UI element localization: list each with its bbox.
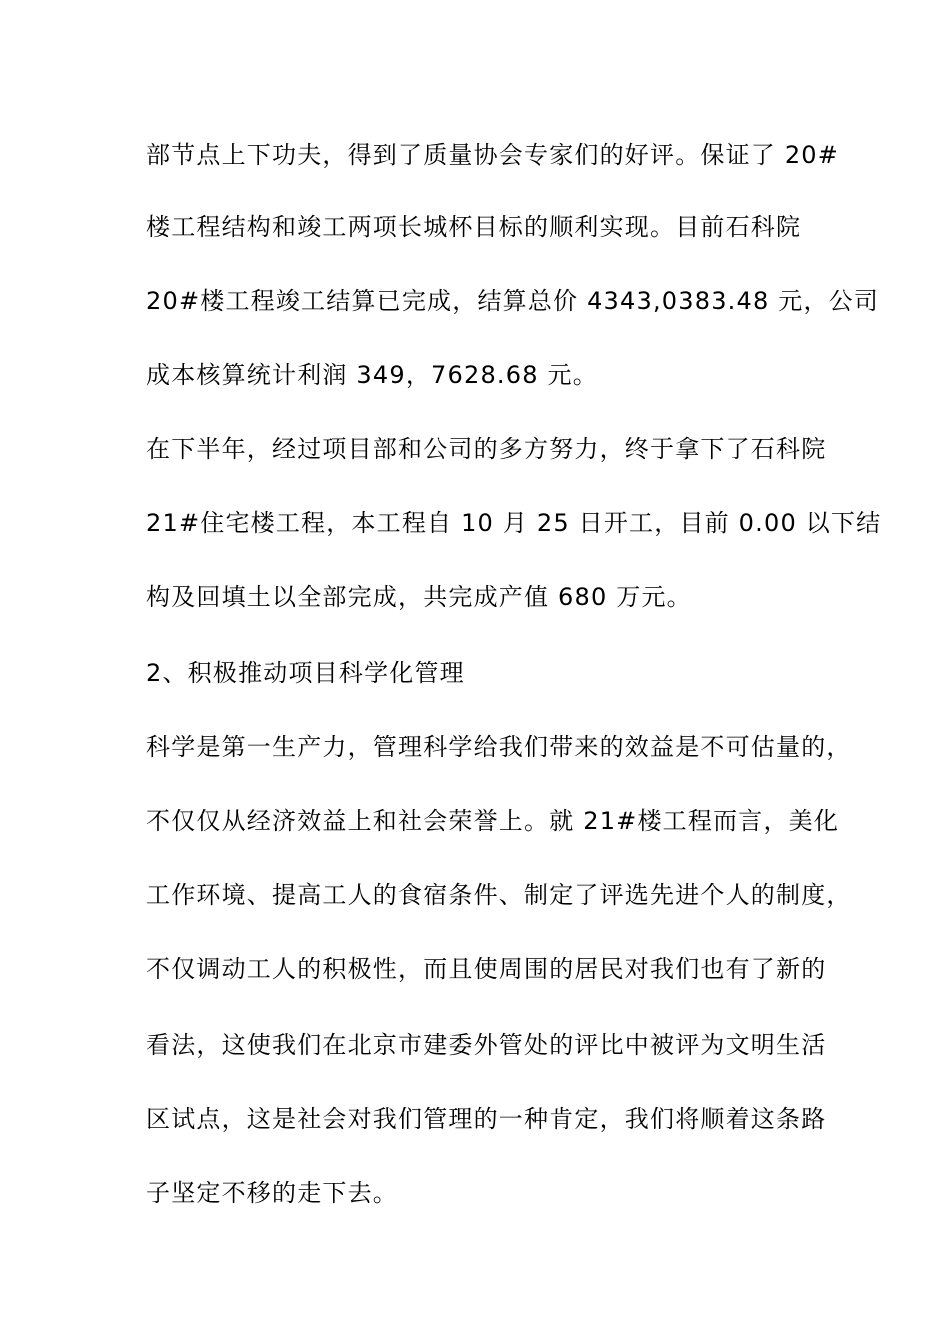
text-line: 区试点，这是社会对我们管理的一种肯定，我们将顺着这条路 [146,1105,827,1133]
text-line: 21#住宅楼工程，本工程自 10 月 25 日开工，目前 0.00 以下结 [146,509,882,537]
text-line: 不仅调动工人的积极性，而且使周围的居民对我们也有了新的 [146,955,827,983]
text-line: 科学是第一生产力，管理科学给我们带来的效益是不可估量的， [146,733,852,761]
text-line: 20#楼工程竣工结算已完成，结算总价 4343,0383.48 元，公司 [146,287,880,315]
text-line: 楼工程结构和竣工两项长城杯目标的顺利实现。目前石科院 [146,213,802,241]
text-line: 工作环境、提高工人的食宿条件、制定了评选先进个人的制度， [146,881,852,909]
text-line: 部节点上下功夫，得到了质量协会专家们的好评。保证了 20# [146,141,840,169]
text-line: 构及回填土以全部完成，共完成产值 680 万元。 [146,583,692,611]
text-line: 看法，这使我们在北京市建委外管处的评比中被评为文明生活 [146,1031,827,1059]
section-heading: 2、积极推动项目科学化管理 [146,659,465,687]
text-line: 成本核算统计利润 349，7628.68 元。 [146,361,598,389]
text-line: 在下半年，经过项目部和公司的多方努力，终于拿下了石科院 [146,435,827,463]
text-line: 子坚定不移的走下去。 [146,1179,398,1207]
text-line: 不仅仅从经济效益上和社会荣誉上。就 21#楼工程而言，美化 [146,807,840,835]
